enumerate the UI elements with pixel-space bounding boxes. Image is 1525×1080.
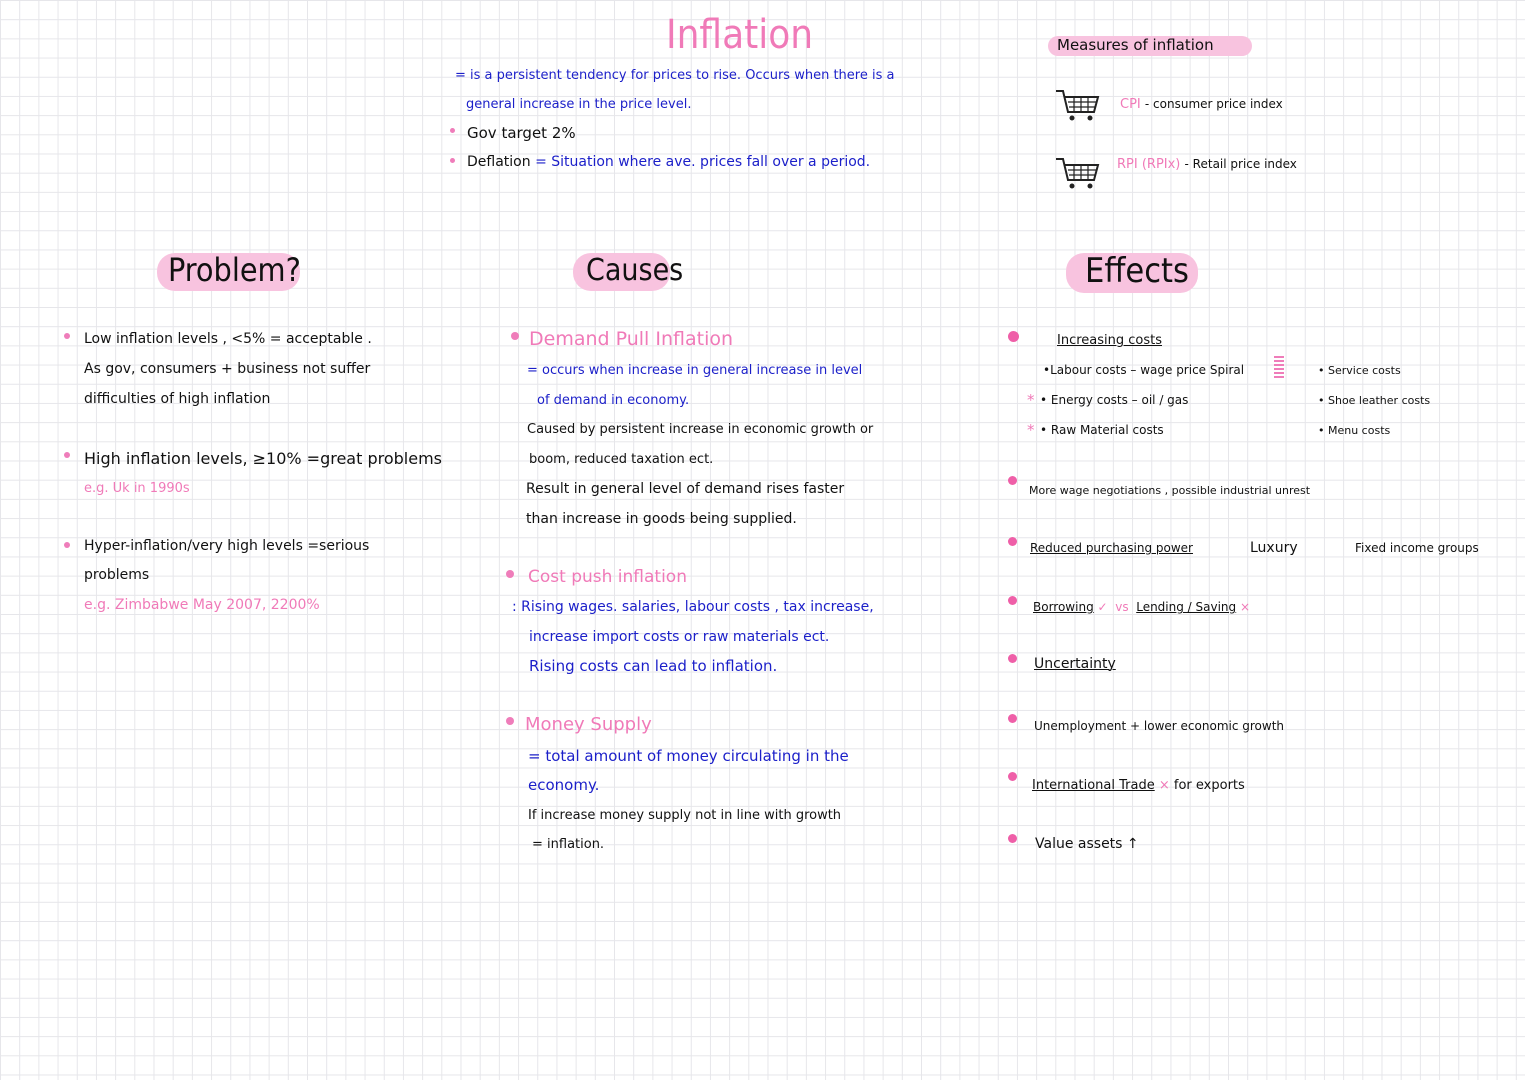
cost-line-1: : Rising wages. salaries, labour costs , tax increase, bbox=[512, 599, 874, 615]
for-exports: for exports bbox=[1173, 778, 1245, 793]
demand-line-4: boom, reduced taxation ect. bbox=[529, 452, 714, 467]
bullet bbox=[506, 570, 514, 578]
star-icon: * bbox=[1027, 391, 1035, 409]
demand-line-6: than increase in goods being supplied. bbox=[526, 511, 797, 527]
borrowing-line bbox=[1033, 600, 1250, 614]
gov-target: Gov target 2% bbox=[467, 124, 576, 142]
shoe-leather-costs: • Shoe leather costs bbox=[1318, 394, 1431, 407]
cpi-text: - consumer price index bbox=[1144, 97, 1283, 111]
cost-line-3: Rising costs can lead to inflation. bbox=[529, 657, 778, 675]
bullet bbox=[511, 332, 519, 340]
check-icon: ✓ bbox=[1097, 600, 1108, 614]
bullet bbox=[1008, 834, 1017, 843]
causes-heading: Causes bbox=[586, 253, 684, 288]
energy-costs: • Energy costs – oil / gas bbox=[1040, 393, 1189, 407]
deflation-text: = Situation where ave. prices fall over a period. bbox=[535, 154, 871, 170]
international-trade: International Trade bbox=[1032, 778, 1155, 793]
measures-title: Measures of inflation bbox=[1057, 36, 1214, 54]
problem-item3-line1: Hyper-inflation/very high levels =serious bbox=[84, 538, 370, 554]
cross-icon: × bbox=[1158, 778, 1170, 793]
problem-item1-line3: difficulties of high inflation bbox=[84, 391, 271, 407]
deflation-label: Deflation bbox=[467, 154, 531, 170]
demand-line-1: = occurs when increase in general increase in level bbox=[527, 363, 863, 378]
luxury: Luxury bbox=[1250, 540, 1298, 556]
spiral-icon bbox=[1272, 354, 1286, 382]
fixed-income-groups: Fixed income groups bbox=[1355, 541, 1479, 555]
raw-material-costs: • Raw Material costs bbox=[1040, 423, 1164, 437]
bullet bbox=[1008, 476, 1017, 485]
demand-title: Demand Pull Inflation bbox=[529, 328, 734, 350]
problem-heading: Problem? bbox=[168, 251, 301, 289]
rpi-text: - Retail price index bbox=[1184, 157, 1297, 171]
uncertainty: Uncertainty bbox=[1034, 656, 1116, 672]
cpi-line bbox=[1120, 97, 1283, 112]
cost-line-2: increase import costs or raw materials ect. bbox=[529, 629, 830, 645]
bullet bbox=[450, 158, 455, 163]
shopping-cart-icon bbox=[1054, 156, 1102, 192]
definition-line-1: = is a persistent tendency for prices to rise. Occurs when there is a bbox=[455, 68, 895, 83]
cost-title: Cost push inflation bbox=[528, 567, 687, 587]
rpi-abbr: RPI (RPIx) bbox=[1117, 157, 1181, 172]
bullet bbox=[1008, 596, 1017, 605]
definition-line-2: general increase in the price level. bbox=[466, 97, 692, 112]
demand-line-2: of demand in economy. bbox=[537, 393, 690, 408]
page-title: Inflation bbox=[666, 12, 814, 58]
bullet bbox=[1008, 537, 1017, 546]
problem-item3-example: e.g. Zimbabwe May 2007, 2200% bbox=[84, 597, 320, 613]
bullet bbox=[64, 452, 70, 458]
menu-costs: • Menu costs bbox=[1318, 424, 1391, 437]
vs-label: vs bbox=[1115, 600, 1129, 614]
labour-costs: •Labour costs – wage price Spiral bbox=[1043, 363, 1245, 377]
borrowing: Borrowing bbox=[1033, 600, 1094, 614]
bullet bbox=[1008, 772, 1017, 781]
problem-item1-line1: Low inflation levels , <5% = acceptable . bbox=[84, 331, 372, 347]
money-line-1: = total amount of money circulating in the bbox=[528, 747, 849, 765]
star-icon: * bbox=[1027, 421, 1035, 439]
money-line-4: = inflation. bbox=[532, 837, 605, 852]
shopping-cart-icon bbox=[1054, 88, 1102, 124]
problem-item2-line1: High inflation levels, ≥10% =great problems bbox=[84, 449, 443, 468]
service-costs: • Service costs bbox=[1318, 364, 1401, 377]
unemployment: Unemployment + lower economic growth bbox=[1034, 719, 1285, 733]
bullet bbox=[1008, 331, 1019, 342]
problem-item2-example: e.g. Uk in 1990s bbox=[84, 481, 190, 496]
bullet bbox=[1008, 654, 1017, 663]
bullet bbox=[64, 333, 70, 339]
bullet bbox=[64, 542, 70, 548]
bullet bbox=[1008, 714, 1017, 723]
money-title: Money Supply bbox=[525, 714, 652, 735]
rpi-line bbox=[1117, 157, 1297, 172]
money-line-3: If increase money supply not in line with growth bbox=[528, 808, 842, 823]
problem-item3-line2: problems bbox=[84, 567, 150, 583]
value-assets: Value assets ↑ bbox=[1035, 836, 1139, 852]
bullet bbox=[450, 128, 455, 133]
effects-heading: Effects bbox=[1085, 251, 1189, 291]
lending-saving: Lending / Saving bbox=[1136, 600, 1237, 614]
wage-negotiations: More wage negotiations , possible industrial unrest bbox=[1029, 484, 1311, 497]
international-trade-line bbox=[1032, 778, 1245, 793]
cpi-abbr: CPI bbox=[1120, 97, 1141, 112]
bullet bbox=[506, 717, 514, 725]
reduced-purchasing-power: Reduced purchasing power bbox=[1030, 541, 1193, 555]
cross-icon: × bbox=[1239, 600, 1251, 614]
deflation-line bbox=[467, 154, 870, 170]
demand-line-3: Caused by persistent increase in economic growth or bbox=[527, 422, 874, 437]
money-line-2: economy. bbox=[528, 776, 600, 794]
demand-line-5: Result in general level of demand rises faster bbox=[526, 481, 845, 497]
increasing-costs: Increasing costs bbox=[1057, 333, 1162, 348]
problem-item1-line2: As gov, consumers + business not suffer bbox=[84, 361, 371, 377]
